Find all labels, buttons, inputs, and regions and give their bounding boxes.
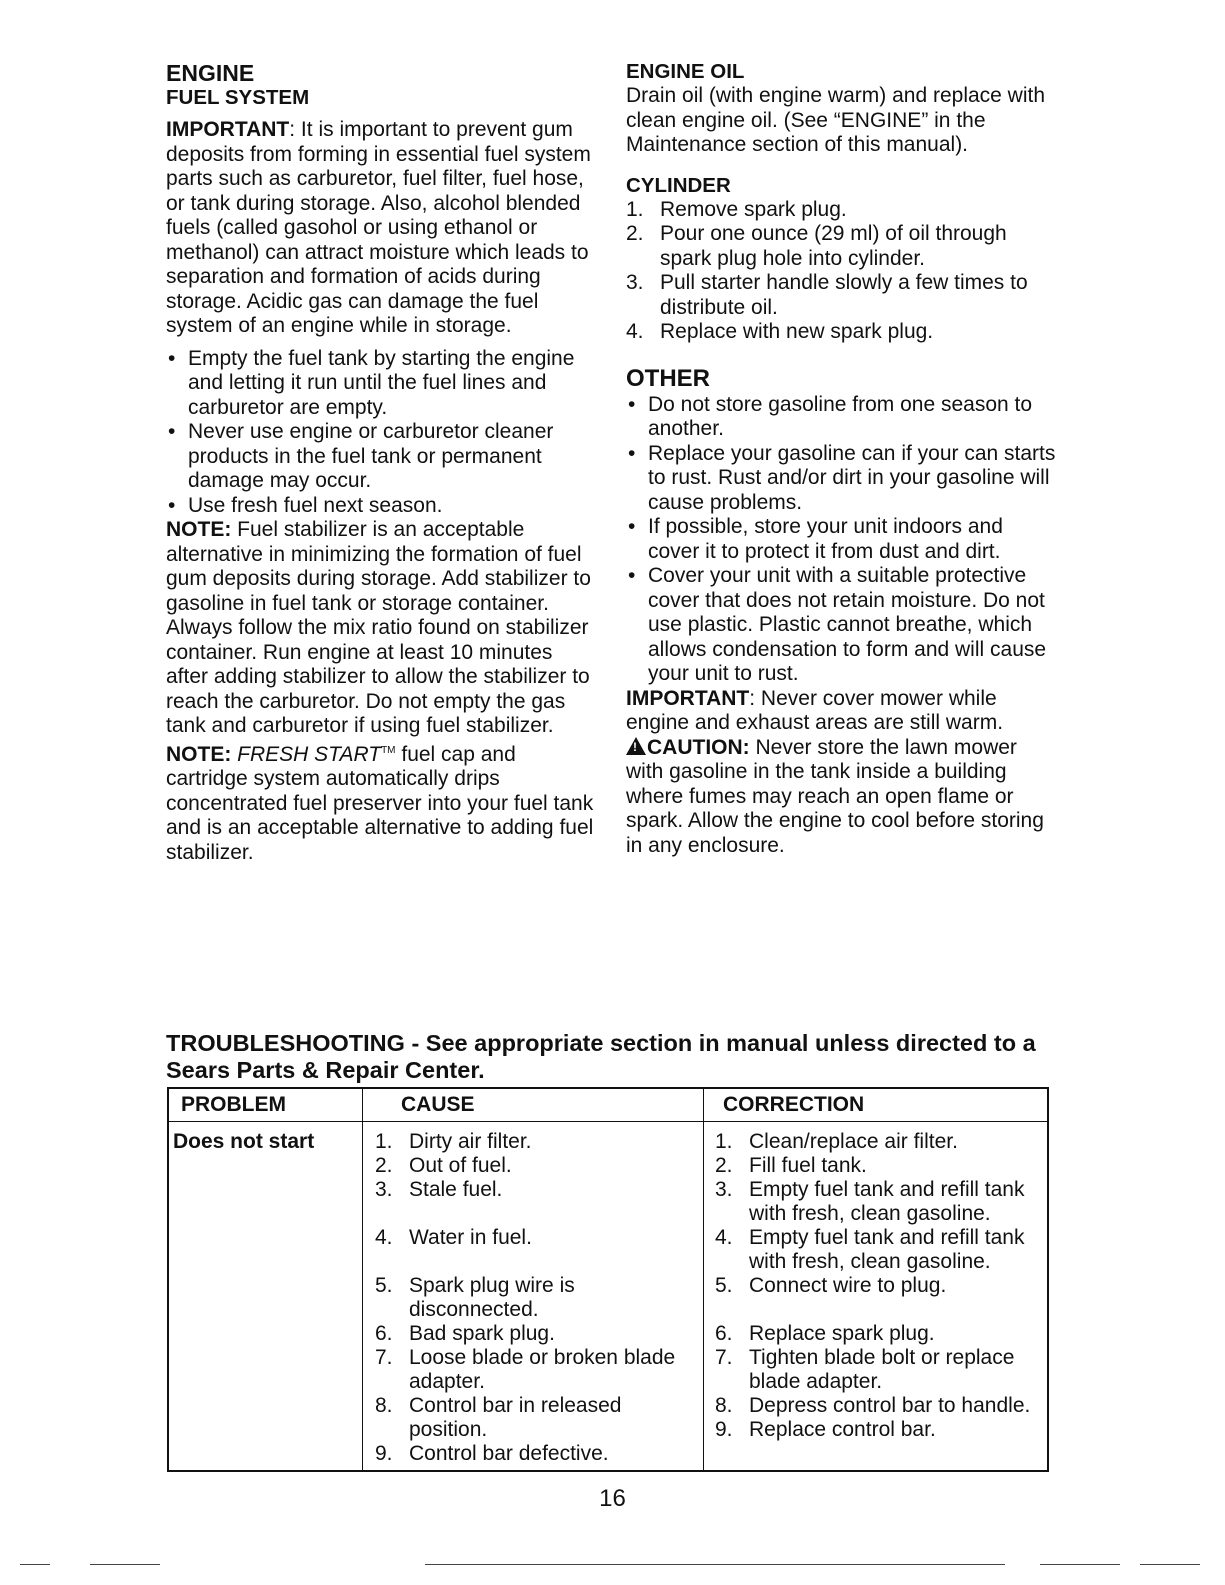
note-label: NOTE: [166,518,232,541]
table-row: 1. Dirty air filter. [375,1130,532,1153]
table-row: 2. Fill fuel tank. [715,1154,867,1177]
note-fresh-start-paragraph [166,739,594,866]
correction-cell [715,1130,1047,1442]
list-item: • Replace your gasoline can if your can starts to rust. Rust and/or dirt in your gasoline will cause problems. [626,442,1056,516]
header-problem: PROBLEM [181,1093,286,1116]
table-row: 7. Tighten blade bolt or replace blade adapter. [715,1346,1015,1393]
table-row: 4. Empty fuel tank and refill tank with fresh, clean gasoline. [715,1226,1025,1273]
left-column [166,60,594,865]
right-column [626,60,1056,858]
caution-paragraph [626,736,1056,859]
list-item: • Empty the fuel tank by starting the engine and letting it run until the fuel lines and carburetor are empty. [166,347,594,421]
table-row: 5. Connect wire to plug. [715,1274,947,1297]
header-divider [169,1121,1047,1122]
list-item: 2. Pour one ounce (29 ml) of oil through spark plug hole into cylinder. [626,222,1007,270]
note-label: NOTE: [166,742,232,766]
list-item: 3. Pull starter handle slowly a few times to distribute oil. [626,271,1028,319]
table-row: 1. Clean/replace air filter. [715,1130,958,1153]
warning-icon [626,737,646,755]
problem-cell: Does not start [173,1130,315,1153]
list-item: • Use fresh fuel next season. [166,494,594,519]
fuel-bullet-list [166,347,594,519]
page-number: 16 [599,1485,626,1512]
fuel-important-paragraph [166,118,594,339]
table-row: 7. Loose blade or broken blade adapter. [375,1346,676,1393]
footer-mark [20,1564,50,1565]
list-item: • Do not store gasoline from one season to another. [626,393,1056,442]
header-correction: CORRECTION [723,1093,865,1116]
table-row: 2. Out of fuel. [375,1154,512,1177]
table-row: 8. Depress control bar to handle. [715,1394,1031,1417]
engine-oil-paragraph: Drain oil (with engine warm) and replace with clean engine oil. (See “ENGINE” in the Maintenance section of this manual). [626,84,1046,156]
engine-heading: ENGINE [166,60,255,86]
cylinder-heading: CYLINDER [626,173,731,197]
footer-mark [1140,1564,1200,1565]
list-item: • Never use engine or carburetor cleaner products in the fuel tank or permanent damage may occur. [166,420,594,494]
table-row: 3. Stale fuel. [375,1178,503,1201]
table-row: 9. Replace control bar. [715,1418,936,1441]
table-row: 4. Water in fuel. [375,1226,532,1249]
caution-text: Never store the lawn mower with gasoline in the tank inside a building where fumes may reach an open flame or spark. Allow the engine to cool before storing in any enclosure. [626,735,1044,857]
column-divider [703,1089,704,1470]
footer-rule [425,1564,1005,1565]
footer-mark [90,1564,160,1565]
cause-cell [375,1130,695,1466]
cylinder-steps [626,198,1056,345]
important-text: : Never cover mower while engine and exhaust areas are still warm. [626,686,1004,734]
list-item: 4. Replace with new spark plug. [626,320,934,343]
troubleshooting-title: TROUBLESHOOTING - See appropriate section in manual unless directed to a Sears Parts & Repair Center. [166,1030,1036,1083]
brand-name: FRESH START [237,742,382,766]
footer-mark [1040,1564,1120,1565]
table-row: 9. Control bar defective. [375,1442,609,1465]
list-item: • Cover your unit with a suitable protective cover that does not retain moisture. Do not use plastic. Plastic cannot breathe, which allows condensation to form and will cause your unit to rust. [626,564,1056,687]
other-bullet-list [626,393,1056,687]
table-row: 6. Replace spark plug. [715,1322,935,1345]
table-row: 8. Control bar in released position. [375,1394,622,1441]
list-item: 1. Remove spark plug. [626,197,847,221]
header-cause: CAUSE [401,1093,475,1116]
other-important-paragraph [626,687,1056,736]
important-label: IMPORTANT [626,686,750,710]
note-text: fuel cap and cartridge system automatically drips concentrated fuel preserver into your fuel tank and is an acceptable alternative to adding fuel stabilizer. [166,742,594,864]
table-row: 6. Bad spark plug. [375,1322,555,1345]
troubleshooting-table [167,1087,1049,1472]
fuel-system-heading: FUEL SYSTEM [166,86,310,109]
trademark: TM [381,744,396,756]
important-label: IMPORTANT [166,118,290,141]
table-row: 5. Spark plug wire is disconnected. [375,1274,575,1321]
table-row: 3. Empty fuel tank and refill tank with fresh, clean gasoline. [715,1178,1025,1225]
note-stabilizer-paragraph [166,518,594,739]
note-text: Fuel stabilizer is an acceptable alternative in minimizing the formation of fuel gum deposits during storage. Add stabilizer to gasoline in fuel tank or storage container. Always follow the mix ratio found on stabilizer container. Run engine at least 10 minutes after adding stabilizer to allow the stabilizer to reach the carburetor. Do not empty the gas tank and carburetor if using fuel stabilizer. [166,518,591,737]
caution-label: CAUTION: [647,735,750,759]
column-divider [362,1089,363,1470]
important-text: : It is important to prevent gum deposits from forming in essential fuel system parts such as carburetor, fuel filter, fuel hose, or tank during storage. Also, alcohol blended fuels (called gasohol or using ethanol or methanol) can attract moisture which leads to separation and formation of acids during storage. Acidic gas can damage the fuel system of an engine while in storage. [166,118,591,337]
other-heading: OTHER [626,364,710,392]
list-item: • If possible, store your unit indoors and cover it to protect it from dust and dirt. [626,515,1056,564]
engine-oil-heading: ENGINE OIL [626,60,745,83]
